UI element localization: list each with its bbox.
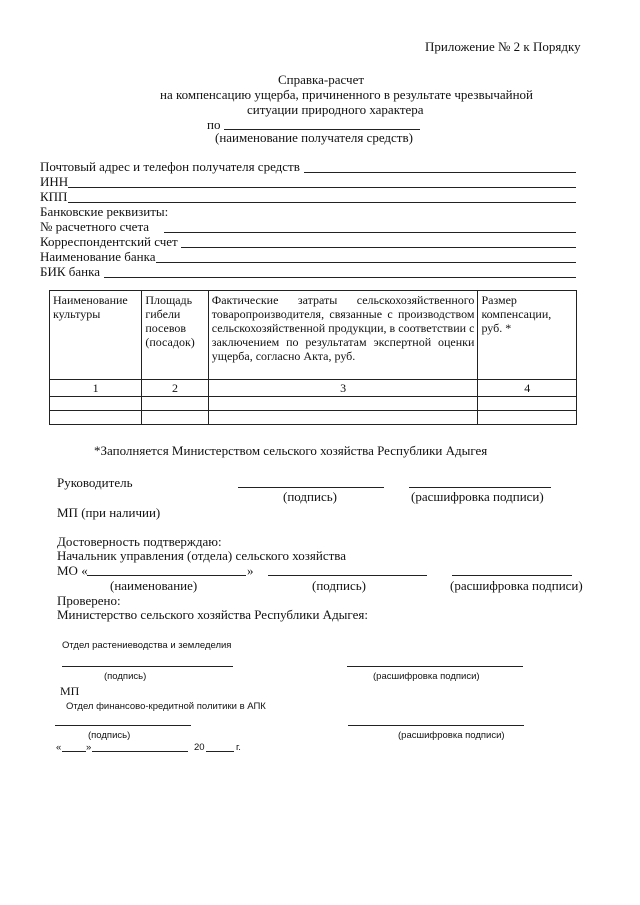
head-decoding-caption: (расшифровка подписи) (411, 489, 544, 504)
dept-finance-decoding-line[interactable] (348, 725, 524, 726)
mo-prefix: МО « (57, 563, 88, 578)
account-field[interactable] (164, 232, 576, 233)
table-cell[interactable] (142, 411, 208, 425)
chief-signature-caption: (подпись) (312, 578, 366, 593)
dept-finance-decoding-caption: (расшифровка подписи) (398, 730, 505, 741)
header-costs: Фактические затраты сельскохозяйственного товаропроизводителя, связанные с производством сельскохозяйственной продукции, в соответствии с заключением по результатам экспертной оценки ущерба, согласно Акта, руб. (208, 291, 478, 380)
calculation-table (49, 290, 577, 425)
confirm-label: Достоверность подтверждаю: (57, 534, 222, 549)
stamp-optional: МП (при наличии) (57, 505, 161, 520)
date-close-quote: » (86, 742, 92, 753)
col-number-2: 2 (142, 380, 208, 397)
bik-label: БИК банка (40, 264, 101, 279)
kpp-label: КПП (40, 189, 68, 204)
header-compensation: Размер компенсации, руб. * (478, 291, 577, 380)
bank-details-label: Банковские реквизиты: (40, 204, 169, 219)
document-subtitle-line2: ситуации природного характера (247, 102, 424, 117)
col-number-4: 4 (478, 380, 577, 397)
table-header-row (50, 291, 577, 380)
head-signature-line[interactable] (238, 487, 384, 488)
footnote: *Заполняется Министерством сельского хозяйства Республики Адыгея (94, 443, 488, 458)
table-cell[interactable] (50, 397, 142, 411)
dept-finance-label: Отдел финансово-кредитной политики в АПК (66, 701, 266, 712)
corr-account-field[interactable] (181, 247, 576, 248)
checked-label: Проверено: (57, 593, 121, 608)
document-subtitle-line1: на компенсацию ущерба, причиненного в результате чрезвычайной (160, 87, 534, 102)
table-cell[interactable] (208, 411, 478, 425)
postal-field[interactable] (304, 172, 576, 173)
chief-signature-line[interactable] (268, 575, 427, 576)
header-area: Площадь гибели посевов (посадок) (142, 291, 208, 380)
chief-decoding-line[interactable] (452, 575, 572, 576)
account-label: № расчетного счета (40, 219, 150, 234)
recipient-caption: (наименование получателя средств) (215, 130, 413, 145)
postal-label: Почтовый адрес и телефон получателя средств (40, 159, 300, 174)
appendix-note: Приложение № 2 к Порядку (425, 39, 581, 54)
table-cell[interactable] (142, 397, 208, 411)
ministry-label: Министерство сельского хозяйства Республики Адыгея: (57, 607, 368, 622)
table-cell[interactable] (478, 397, 577, 411)
chief-label: Начальник управления (отдела) сельского хозяйства (57, 548, 347, 563)
dept-plant-label: Отдел растениеводства и земледелия (62, 640, 232, 651)
date-month-line[interactable] (92, 751, 188, 752)
document-title: Справка-расчет (278, 72, 365, 87)
table-row (50, 397, 577, 411)
col-number-3: 3 (208, 380, 478, 397)
mo-name-caption: (наименование) (110, 578, 198, 593)
head-label: Руководитель (57, 475, 133, 490)
chief-decoding-caption: (расшифровка подписи) (450, 578, 583, 593)
table-cell[interactable] (50, 411, 142, 425)
kpp-field[interactable] (68, 202, 576, 203)
date-day-line[interactable] (62, 751, 86, 752)
dept-plant-signature-caption: (подпись) (104, 671, 147, 682)
date-year-line[interactable] (206, 751, 234, 752)
table-cell[interactable] (478, 411, 577, 425)
po-label: по (207, 117, 221, 132)
dept-plant-decoding-line[interactable] (347, 666, 523, 667)
table-number-row (50, 380, 577, 397)
corr-account-label: Корреспондентский счет (40, 234, 178, 249)
date-year-suffix: г. (236, 742, 241, 753)
dept-finance-signature-caption: (подпись) (88, 730, 131, 741)
mo-suffix: » (247, 563, 254, 578)
table-cell[interactable] (208, 397, 478, 411)
head-decoding-line[interactable] (409, 487, 551, 488)
head-signature-caption: (подпись) (283, 489, 337, 504)
mo-name-line[interactable] (87, 575, 246, 576)
bik-field[interactable] (104, 277, 576, 278)
table-row (50, 411, 577, 425)
date-year-prefix: 20 (194, 742, 205, 753)
dept-plant-decoding-caption: (расшифровка подписи) (373, 671, 480, 682)
bank-name-field[interactable] (156, 262, 576, 263)
dept-finance-signature-line[interactable] (55, 725, 191, 726)
bank-name-label: Наименование банка (40, 249, 156, 264)
col-number-1: 1 (50, 380, 142, 397)
dept-plant-signature-line[interactable] (62, 666, 233, 667)
inn-field[interactable] (68, 187, 576, 188)
inn-label: ИНН (40, 174, 69, 189)
date-open-quote: « (56, 742, 62, 753)
header-culture: Наименование культуры (50, 291, 142, 380)
mp-stamp: МП (60, 684, 80, 698)
